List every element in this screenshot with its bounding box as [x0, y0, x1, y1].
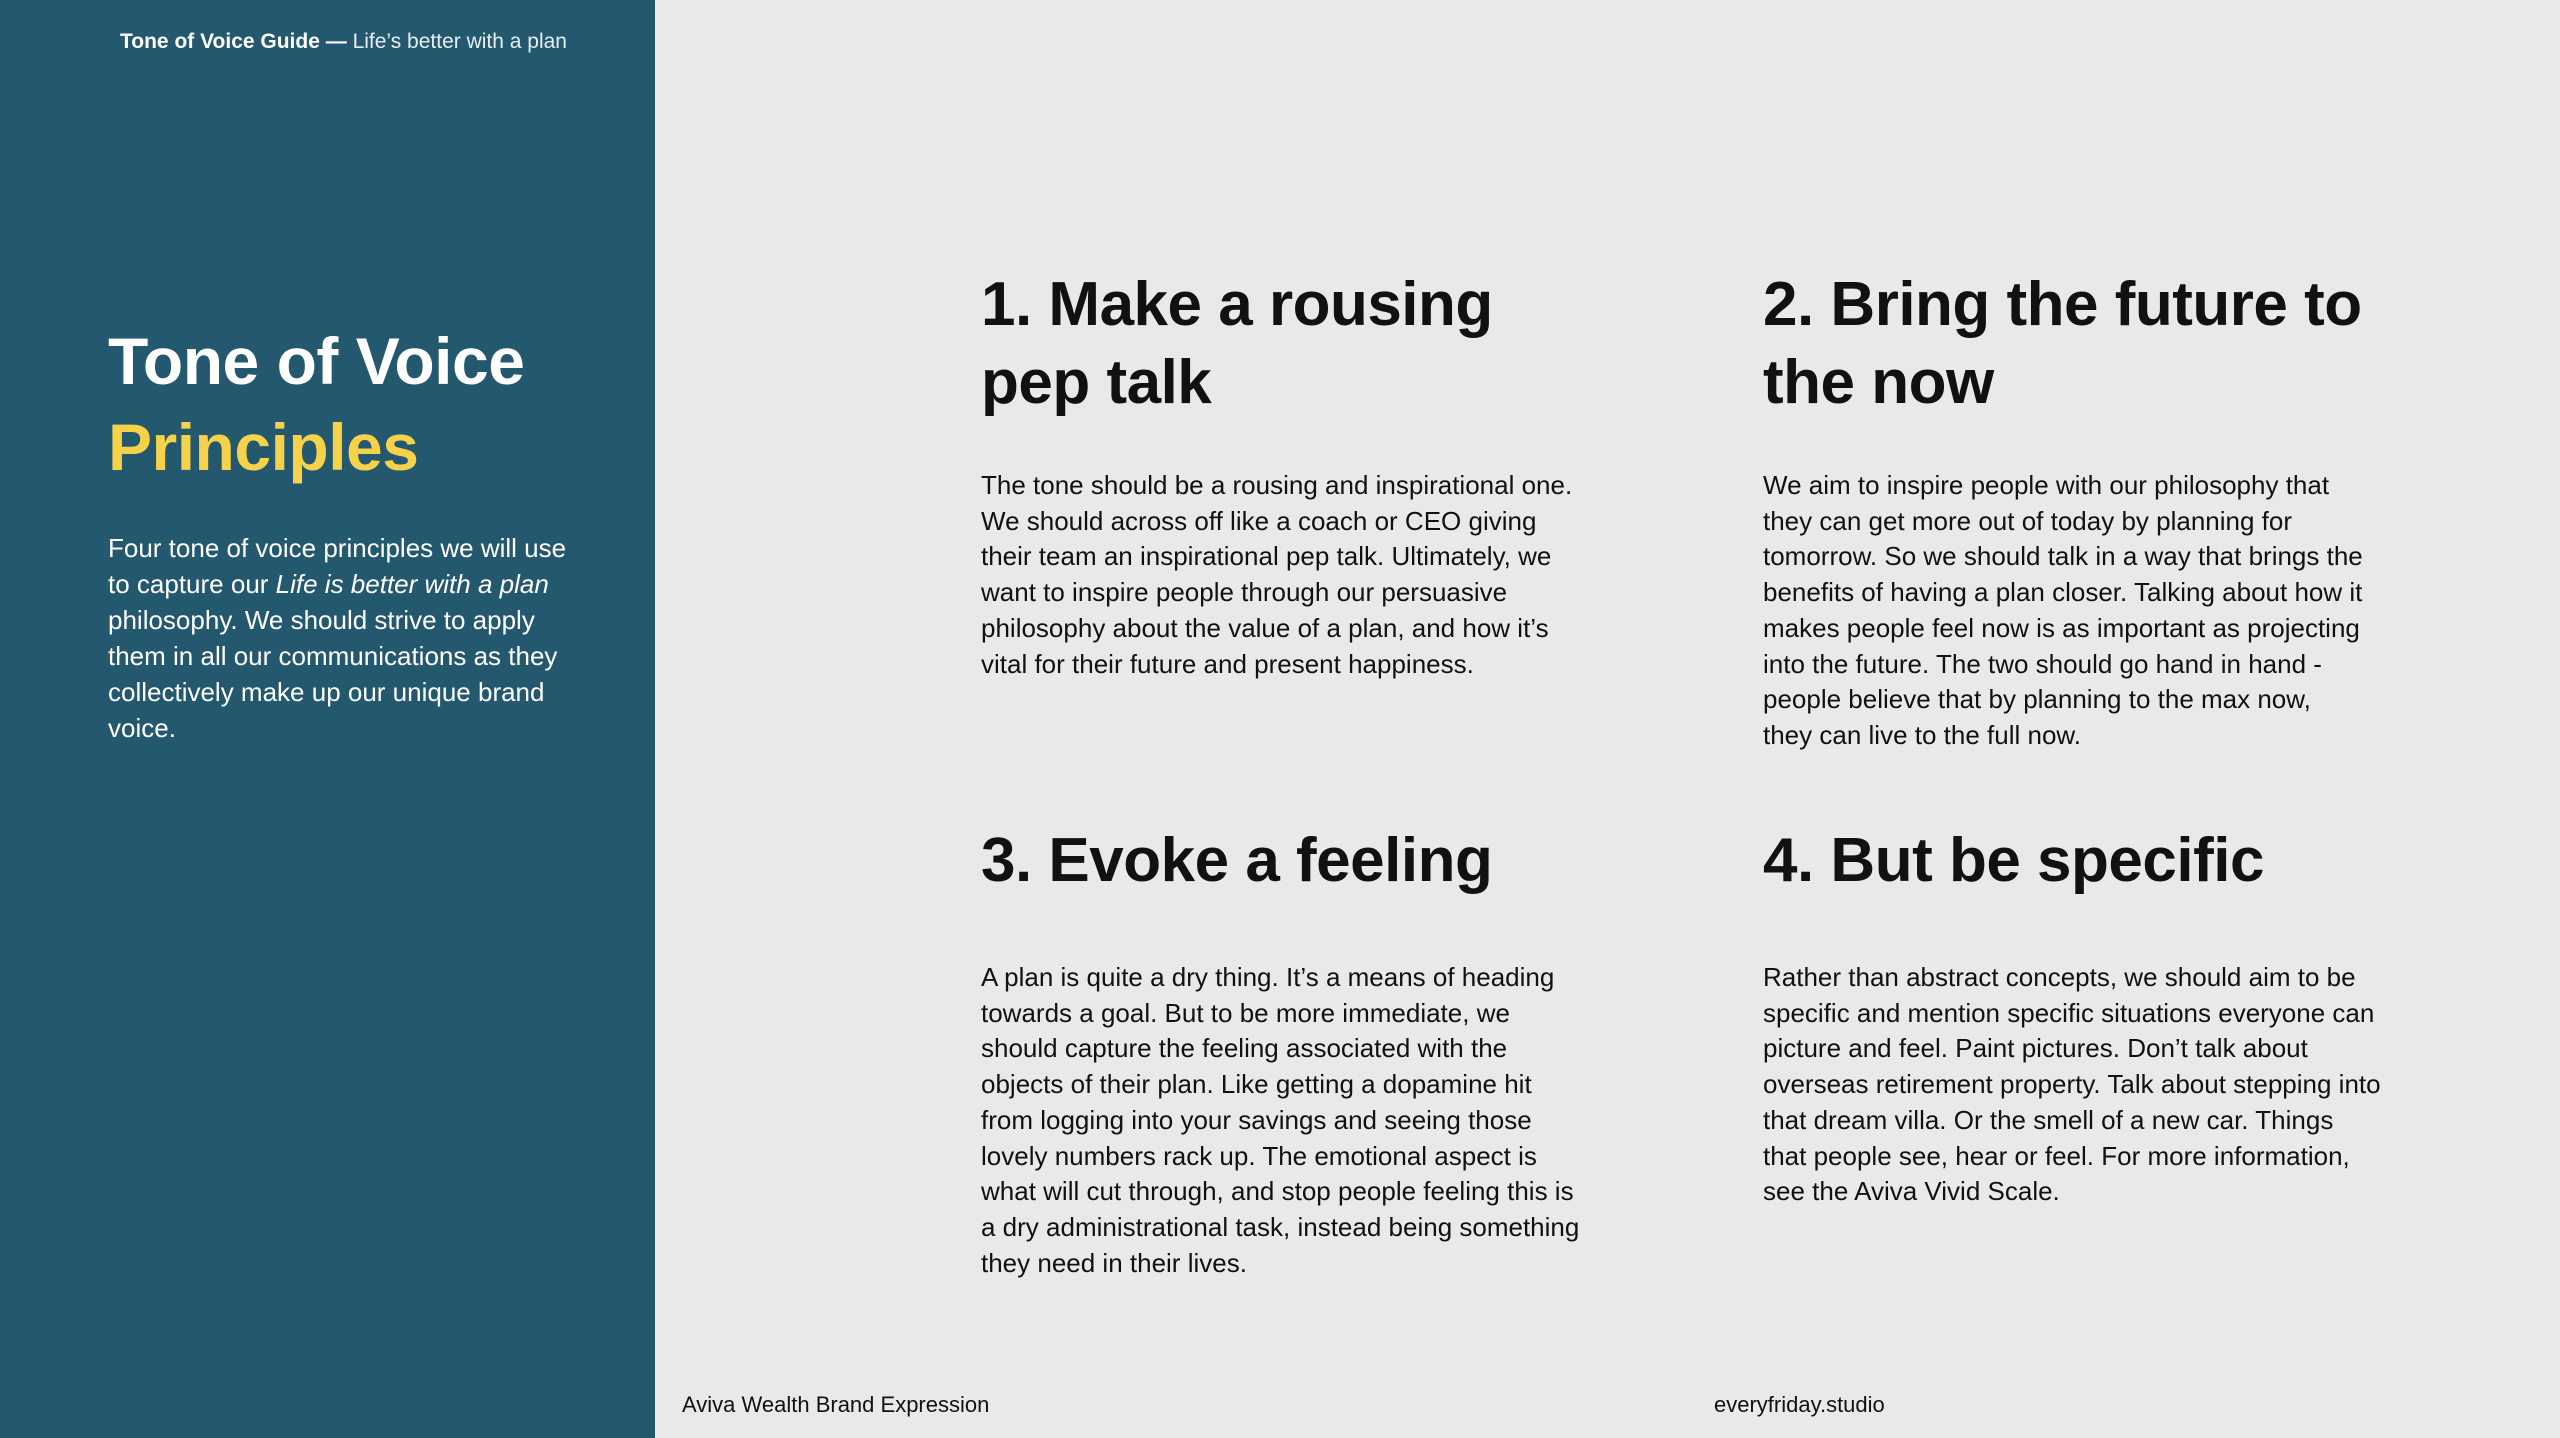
principle-4-body: Rather than abstract concepts, we should aim to be specific and mention specific situations everyone can picture and feel. Paint pictures. Don’t talk about overseas retirement property. Talk about stepping into that dream villa. Or the smell of a new car. Things that people see, hear or feel. For more information, see the Aviva Vivid Scale. — [1763, 962, 2381, 1207]
principle-1-body: The tone should be a rousing and inspirational one. We should across off like a coach or CEO giving their team an inspirational pep talk. Ultimately, we want to inspire people through our persuasive philosophy about the value of a plan, and how it’s vital for their future and present happiness. — [981, 470, 1573, 679]
principle-1 — [981, 266, 1581, 679]
intro-text-start: Four tone of voice principles we will use to capture our — [108, 533, 567, 599]
principle-1-title: 1. Make a rousing pep talk — [981, 270, 1493, 417]
principle-4-title: 4. But be specific — [1763, 826, 2264, 895]
page-title-line2: Principles — [108, 410, 419, 484]
footer-brand-label: Aviva Wealth Brand Expression — [682, 1392, 990, 1417]
intro-text-italic: Life is better with a plan — [275, 569, 549, 599]
principle-2-body: We aim to inspire people with our philosophy that they can get more out of today by planning for tomorrow. So we should talk in a way that brings the benefits of having a plan closer. Talking about how it makes people feel now is as important as projecting into the future. The two should go hand in hand - people believe that by planning to the max now, they can live to the full now. — [1763, 470, 2363, 750]
principle-3-title: 3. Evoke a feeling — [981, 826, 1493, 895]
principle-3-body: A plan is quite a dry thing. It’s a means of heading towards a goal. But to be more immediate, we should capture the feeling associated with the objects of their plan. Like getting a dopamine hit from logging into your savings and seeing those lovely numbers rack up. The emotional aspect is what will cut through, and stop people feeling this is a dry administrational task, instead being something they need in their lives. — [981, 962, 1580, 1278]
principle-2-title: 2. Bring the future to the now — [1763, 270, 2362, 417]
guide-title: Tone of Voice Guide — — [120, 30, 347, 53]
guide-header — [120, 30, 567, 54]
footer-studio-link[interactable]: everyfriday.studio — [1714, 1392, 1885, 1417]
principle-4 — [1763, 822, 2381, 1207]
principle-2 — [1763, 266, 2363, 750]
page-title — [108, 318, 524, 490]
principle-3 — [981, 822, 1581, 1278]
intro-text-end: philosophy. We should strive to apply them in all our communications as they collectively make up our unique brand voice. — [108, 605, 558, 743]
intro-paragraph — [108, 530, 573, 746]
page-title-line1: Tone of Voice — [108, 324, 525, 398]
sidebar-panel — [0, 0, 655, 1438]
guide-tagline: Life’s better with a plan — [352, 30, 567, 53]
